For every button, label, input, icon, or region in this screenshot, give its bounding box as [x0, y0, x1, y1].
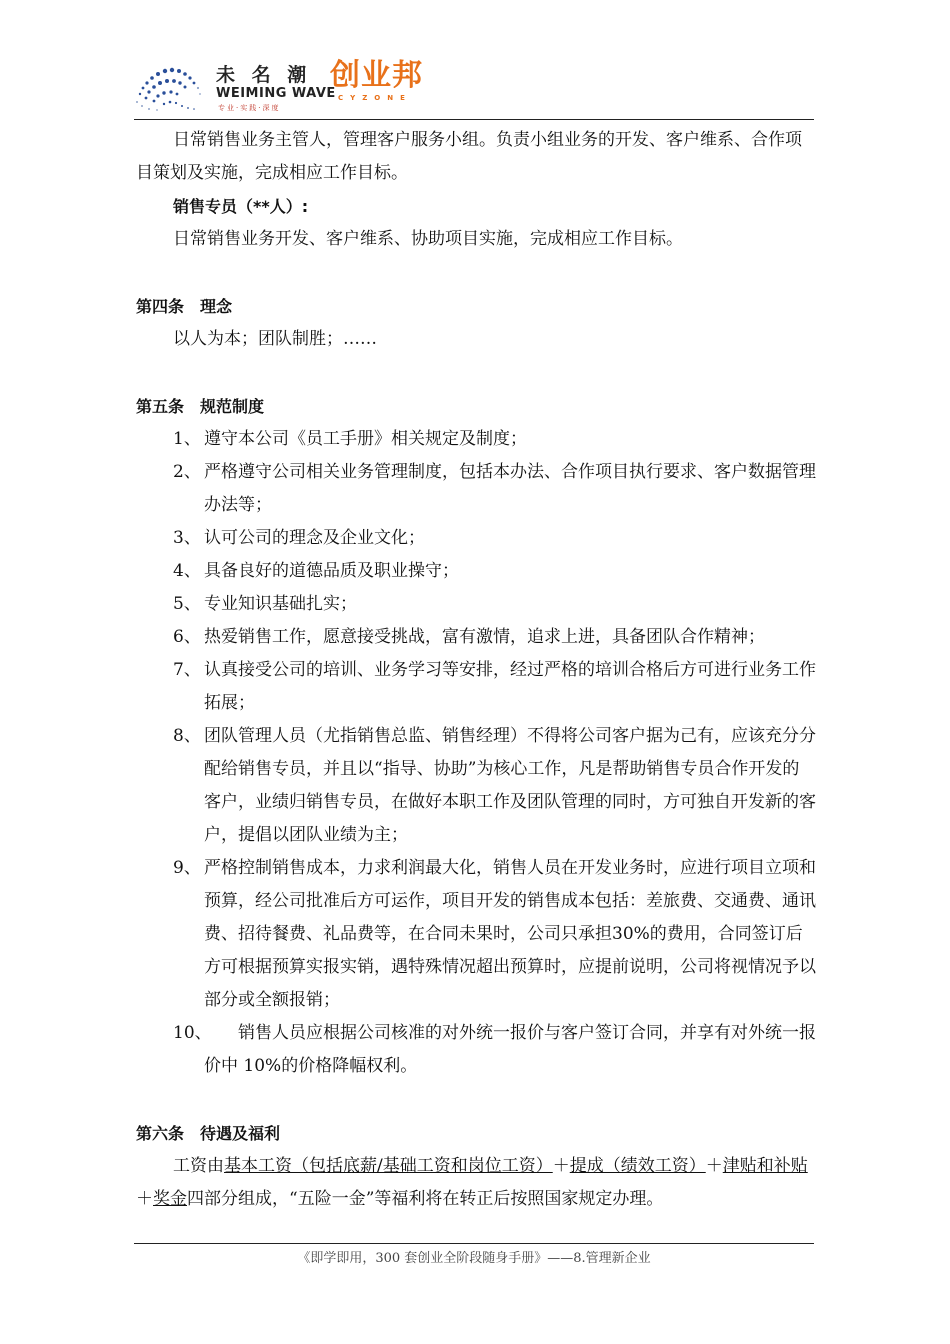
partner-logo-en: CYZONE: [338, 94, 412, 102]
weiming-wave-logo-icon: [134, 54, 212, 114]
list-item: 2、 严格遵守公司相关业务管理制度，包括本办法、合作项目执行要求、客户数据管理办法等；: [173, 462, 816, 515]
list-item: 3、 认可公司的理念及企业文化；: [173, 528, 425, 548]
document-body: [136, 124, 816, 1216]
list-item: 4、 具备良好的道德品质及职业操守；: [173, 561, 459, 581]
list-item: 1、 遵守本公司《员工手册》相关规定及制度；: [173, 429, 527, 449]
brand-slogan: 专业·实践·深度: [218, 104, 281, 112]
section-4-text: 以人为本；团队制胜；……: [173, 329, 377, 349]
list-item: 6、 热爱销售工作，愿意接受挑战，富有激情，追求上进，具备团队合作精神；: [173, 627, 765, 647]
list-item: 7、 认真接受公司的培训、业务学习等安排，经过严格的培训合格后方可进行业务工作拓展；: [173, 660, 816, 713]
section-5-title: 第五条 规范制度: [136, 397, 265, 416]
list-item: 5、 专业知识基础扎实；: [173, 594, 357, 614]
list-item: 10、 销售人员应根据公司核准的对外统一报价与客户签订合同，并享有对外统一报价中 10%的价格降幅权利。: [173, 1023, 816, 1076]
header-divider: [134, 119, 814, 120]
paragraph-specialist-duty: 日常销售业务开发、客户维系、协助项目实施，完成相应工作目标。: [173, 229, 683, 249]
paragraph-manager-duty: 日常销售业务主管人，管理客户服务小组。负责小组业务的开发、客户维系、合作项目策划及实施，完成相应工作目标。: [136, 130, 802, 183]
brand-name-en: WEIMING WAVE: [216, 86, 336, 101]
list-item: 9、 严格控制销售成本，力求利润最大化，销售人员在开发业务时，应进行项目立项和预算，经公司批准后方可运作，项目开发的销售成本包括：差旅费、交通费、通讯费、招待餐费、礼品费等，在合同未果时，公司只承担30%的费用，合同签订后方可根据预算实报实销，遇特殊情况超出预算时，应提前说明，公司将视情况予以部分或全额报销；: [173, 858, 816, 1010]
page-footer: 《即学即用，300 套创业全阶段随身手册》——8.管理新企业: [297, 1251, 651, 1266]
section-4-title: 第四条 理念: [136, 297, 233, 316]
footer-divider: [134, 1243, 814, 1244]
section-6-text: 工资由基本工资（包括底薪/基础工资和岗位工资）＋提成（绩效工资）＋津贴和补贴＋奖金四部分组成，“五险一金”等福利将在转正后按照国家规定办理。: [136, 1156, 808, 1209]
brand-name-cn: 未 名 潮: [216, 64, 312, 86]
page-header: [134, 52, 814, 120]
rules-list: [136, 423, 816, 1083]
partner-logo-cn: 创业邦: [330, 58, 423, 93]
list-item: 8、 团队管理人员（尤指销售总监、销售经理）不得将公司客户据为己有，应该充分分配给销售专员，并且以“指导、协助”为核心工作，凡是帮助销售专员合作开发的客户，业绩归销售专员，在做好本职工作及团队管理的同时，方可独自开发新的客户，提倡以团队业绩为主；: [173, 726, 816, 845]
section-6-title: 第六条 待遇及福利: [136, 1124, 281, 1143]
sub-heading-sales-specialist: 销售专员（**人）:: [173, 197, 309, 216]
